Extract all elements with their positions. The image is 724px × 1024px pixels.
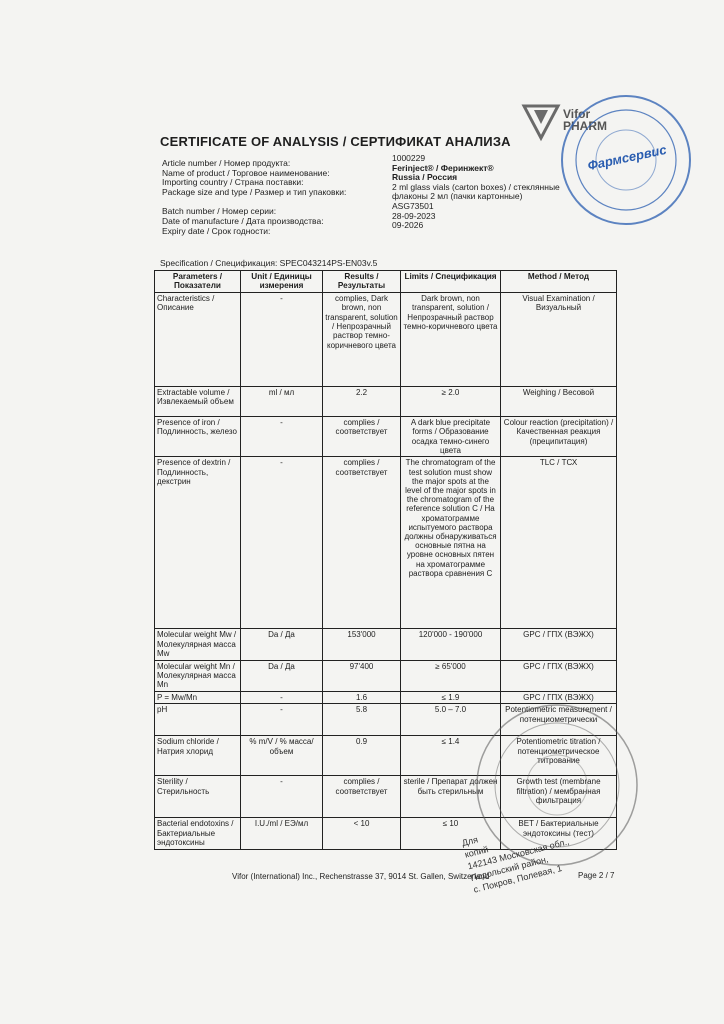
package-size-label: Package size and type / Размер и тип упаковки: (162, 186, 347, 197)
result-cell: 0.9 (323, 736, 401, 776)
limit-cell: 120'000 - 190'000 (401, 629, 501, 660)
table-row (155, 292, 617, 386)
article-number-value: 1000229 (392, 153, 426, 163)
unit-cell: - (241, 457, 323, 629)
result-cell: < 10 (323, 818, 401, 850)
copy-stamp-text: Для копий 142143 Московская обл., Подольский район, с. Покров, Полевая, 1 (460, 834, 571, 895)
unit-cell: ml / мл (241, 386, 323, 416)
company-stamp-text: Фармсервис (586, 141, 668, 174)
limit-cell: sterile / Препарат должен быть стерильным (401, 776, 501, 818)
result-cell: 5.8 (323, 704, 401, 736)
param-cell: Molecular weight Mn / Молекулярная масса Mn (155, 660, 241, 691)
article-number-label: Article number / Номер продукта: (162, 158, 291, 168)
param-cell: Extractable volume / Извлекаемый объем (155, 386, 241, 416)
limit-cell: ≤ 10 (401, 818, 501, 850)
header-method: Method / Метод (501, 271, 617, 293)
unit-cell: Da / Да (241, 660, 323, 691)
importing-country-value: Russia / Россия (392, 172, 458, 183)
expiry-date-value: 09-2026 (392, 220, 424, 231)
result-cell: 153'000 (323, 629, 401, 660)
result-cell: 1.6 (323, 691, 401, 703)
limit-cell: ≤ 1.4 (401, 736, 501, 776)
manufacture-date-value: 28-09-2023 (392, 210, 436, 221)
table-header-row (155, 271, 617, 293)
method-cell: Colour reaction (precipitation) / Качественная реакция (преципитация) (501, 416, 617, 457)
unit-cell: - (241, 292, 323, 386)
product-name-value: Ferinject® / Феринжект® (392, 162, 494, 173)
unit-cell: I.U./ml / ЕЭ/мл (241, 818, 323, 850)
unit-cell: - (241, 416, 323, 457)
vifor-logo-text: Vifor PHARM (563, 107, 607, 133)
method-cell: Growth test (membrane filtration) / мембранная фильтрация (501, 776, 617, 818)
certificate-title: CERTIFICATE OF ANALYSIS / СЕРТИФИКАТ АНАЛИЗА (160, 134, 511, 149)
param-cell: Molecular weight Mw / Молекулярная масса Mw (155, 629, 241, 660)
method-cell: Potentiometric titration / потенциометрическое титрование (501, 736, 617, 776)
expiry-date-label: Expiry date / Срок годности: (162, 225, 271, 236)
param-cell: Presence of dextrin / Подлинность, декстрин (155, 457, 241, 629)
limit-cell: Dark brown, non transparent, solution / Непрозрачный раствор темно-коричневого цвета (401, 292, 501, 386)
info-labels (162, 159, 392, 236)
param-cell: P = Mw/Mn (155, 691, 241, 703)
header-limits: Limits / Спецификация (401, 271, 501, 293)
footer-address: Vifor (International) Inc., Rechenstrasse 37, 9014 St. Gallen, Switzerland (232, 872, 490, 881)
unit-cell: - (241, 704, 323, 736)
result-cell: complies, Dark brown, non transparent, solution / Непрозрачный раствор темно-коричневого цвета (323, 292, 401, 386)
method-cell: GPC / ГПХ (ВЭЖХ) (501, 660, 617, 691)
limit-cell: 5.0 – 7.0 (401, 704, 501, 736)
result-cell: complies / соответствует (323, 776, 401, 818)
result-cell: 97'400 (323, 660, 401, 691)
limit-cell: The chromatogram of the test solution must show the major spots at the level of the major spots in the chromatogram of the reference solution C / На хроматограмме испытуемого раствора должны обнаруживаться основные пятна на уровне основных пятен на хроматограмме раствора сравнения С (401, 457, 501, 629)
unit-cell: - (241, 691, 323, 703)
limit-cell: ≥ 2.0 (401, 386, 501, 416)
unit-cell: - (241, 776, 323, 818)
result-cell: 2.2 (323, 386, 401, 416)
method-cell: GPC / ГПХ (ВЭЖХ) (501, 691, 617, 703)
method-cell: Weighing / Весовой (501, 386, 617, 416)
result-cell: complies / соответствует (323, 416, 401, 457)
param-cell: Presence of iron / Подлинность, железо (155, 416, 241, 457)
unit-cell: Da / Да (241, 629, 323, 660)
param-cell: Characteristics / Описание (155, 292, 241, 386)
importing-country-label: Importing country / Страна поставки: (162, 177, 304, 188)
method-cell: Visual Examination / Визуальный (501, 292, 617, 386)
header-parameters: Parameters / Показатели (155, 271, 241, 293)
method-cell: GPC / ГПХ (ВЭЖХ) (501, 629, 617, 660)
manufacture-date-label: Date of manufacture / Дата производства: (162, 215, 324, 226)
limit-cell: ≤ 1.9 (401, 691, 501, 703)
table-row (155, 386, 617, 416)
package-size-value: 2 ml glass vials (carton boxes) / стеклянные флаконы 2 мл (пачки картонные) (392, 181, 560, 202)
batch-number-value: ASG73501 (392, 200, 434, 211)
header-results: Results / Результаты (323, 271, 401, 293)
product-name-label: Name of product / Торговое наименование: (162, 167, 330, 178)
table-row (155, 660, 617, 691)
table-row (155, 457, 617, 629)
table-row (155, 629, 617, 660)
param-cell: Sterility / Стерильность (155, 776, 241, 818)
unit-cell: % m/V / % масса/объем (241, 736, 323, 776)
method-cell: TLC / ТСХ (501, 457, 617, 629)
page-number: Page 2 / 7 (578, 871, 615, 880)
limit-cell: A dark blue precipitate forms / Образование осадка темно-синего цвета (401, 416, 501, 457)
method-cell: Potentiometric measurement / потенциометрически (501, 704, 617, 736)
param-cell: Bacterial endotoxins / Бактериальные эндотоксины (155, 818, 241, 850)
param-cell: pH (155, 704, 241, 736)
result-cell: complies / соответствует (323, 457, 401, 629)
batch-number-label: Batch number / Номер серии: (162, 206, 277, 217)
param-cell: Sodium chloride / Натрия хлорид (155, 736, 241, 776)
header-unit: Unit / Единицы измерения (241, 271, 323, 293)
specification-line: Specification / Спецификация: SPEC043214PS-EN03v.5 (160, 258, 378, 268)
method-cell: BET / Бактериальные эндотоксины (тест) (501, 818, 617, 850)
limit-cell: ≥ 65'000 (401, 660, 501, 691)
table-row (155, 416, 617, 457)
